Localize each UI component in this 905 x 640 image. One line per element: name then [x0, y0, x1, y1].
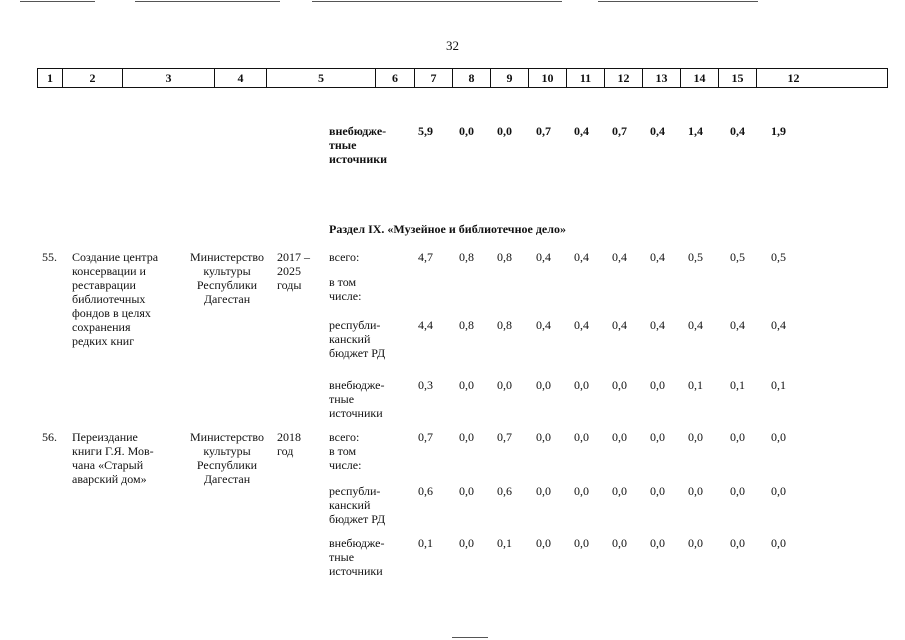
row1-line1-col-14: 0,5	[730, 250, 745, 264]
row1-line4-col-6: 0,3	[418, 378, 433, 392]
row2-line1-col-12: 0,0	[650, 430, 665, 444]
header-cell-15: 15	[719, 69, 757, 87]
row1-line1-col-12: 0,4	[650, 250, 665, 264]
row1-line1-col-6: 4,7	[418, 250, 433, 264]
top-value-col-14: 0,4	[730, 124, 745, 138]
row2-line3-col-13: 0,0	[688, 536, 703, 550]
row2-line2-col-13: 0,0	[688, 484, 703, 498]
top-value-col-15: 1,9	[771, 124, 786, 138]
row2-line1-col-8: 0,7	[497, 430, 512, 444]
row2-line3-col-10: 0,0	[574, 536, 589, 550]
row1-line4-col-15: 0,1	[771, 378, 786, 392]
row2-line3-col-11: 0,0	[612, 536, 627, 550]
row1-line3-col-12: 0,4	[650, 318, 665, 332]
funding-line-label: в том числе:	[329, 275, 362, 303]
row2-line3-col-12: 0,0	[650, 536, 665, 550]
executor: Министерство культуры Республики Дагестан	[190, 250, 264, 306]
top-value-col-7: 0,0	[459, 124, 474, 138]
row1-line3-col-11: 0,4	[612, 318, 627, 332]
top-value-col-13: 1,4	[688, 124, 703, 138]
row1-line4-col-8: 0,0	[497, 378, 512, 392]
funding-source-label: внебюдже- тные источники	[329, 124, 388, 166]
top-value-col-9: 0,7	[536, 124, 551, 138]
row2-line2-col-12: 0,0	[650, 484, 665, 498]
row2-line3-col-15: 0,0	[771, 536, 786, 550]
row1-line3-col-6: 4,4	[418, 318, 433, 332]
row1-line1-col-9: 0,4	[536, 250, 551, 264]
row2-line1-col-11: 0,0	[612, 430, 627, 444]
row1-line4-col-12: 0,0	[650, 378, 665, 392]
funding-line-label: внебюдже- тные источники	[329, 378, 385, 420]
period: 2018 год	[277, 430, 301, 458]
period: 2017 – 2025 годы	[277, 250, 310, 292]
measure-name: Переиздание книги Г.Я. Мов- чана «Старый аварский дом»	[72, 430, 154, 486]
row-number: 55.	[42, 250, 57, 264]
scan-artifact	[20, 1, 95, 2]
row1-line4-col-14: 0,1	[730, 378, 745, 392]
top-value-col-10: 0,4	[574, 124, 589, 138]
row2-line2-col-6: 0,6	[418, 484, 433, 498]
row2-line1-col-14: 0,0	[730, 430, 745, 444]
top-value-col-12: 0,4	[650, 124, 665, 138]
scan-artifact	[598, 1, 758, 2]
row2-line1-col-13: 0,0	[688, 430, 703, 444]
row2-line1-col-10: 0,0	[574, 430, 589, 444]
header-cell-10: 10	[529, 69, 567, 87]
header-cell-13: 13	[643, 69, 681, 87]
header-cell-12: 12	[605, 69, 643, 87]
row2-line3-col-8: 0,1	[497, 536, 512, 550]
scan-artifact	[135, 1, 280, 2]
header-cell-16: 12	[787, 71, 800, 85]
row1-line1-col-13: 0,5	[688, 250, 703, 264]
header-cell-14: 14	[681, 69, 719, 87]
row2-line1-col-7: 0,0	[459, 430, 474, 444]
table-header-row	[37, 68, 888, 88]
header-cell-7: 7	[415, 69, 453, 87]
header-cell-1: 1	[38, 69, 63, 87]
header-cell-11: 11	[567, 69, 605, 87]
row1-line1-col-15: 0,5	[771, 250, 786, 264]
top-value-col-8: 0,0	[497, 124, 512, 138]
row1-line1-col-7: 0,8	[459, 250, 474, 264]
page-number: 32	[446, 38, 459, 53]
header-cell-6: 6	[376, 69, 415, 87]
row1-line3-col-14: 0,4	[730, 318, 745, 332]
row2-line2-col-14: 0,0	[730, 484, 745, 498]
header-cell-3: 3	[123, 69, 215, 87]
row1-line4-col-9: 0,0	[536, 378, 551, 392]
measure-name: Создание центра консервации и реставрации библиотечных фондов в целях сохранения редких книг	[72, 250, 159, 348]
row2-line2-col-15: 0,0	[771, 484, 786, 498]
row1-line3-col-7: 0,8	[459, 318, 474, 332]
row2-line3-col-9: 0,0	[536, 536, 551, 550]
header-cell-8: 8	[453, 69, 491, 87]
header-cell-4: 4	[215, 69, 267, 87]
header-cell-5: 5	[267, 69, 376, 87]
executor: Министерство культуры Республики Дагестан	[190, 430, 264, 486]
row1-line4-col-7: 0,0	[459, 378, 474, 392]
row1-line4-col-10: 0,0	[574, 378, 589, 392]
row1-line3-col-9: 0,4	[536, 318, 551, 332]
funding-line-label: республи- канский бюджет РД	[329, 484, 386, 526]
row1-line1-col-10: 0,4	[574, 250, 589, 264]
scan-artifact	[312, 1, 562, 2]
row2-line1-col-9: 0,0	[536, 430, 551, 444]
row2-line3-col-6: 0,1	[418, 536, 433, 550]
header-cell-2: 2	[63, 69, 123, 87]
row2-line2-col-7: 0,0	[459, 484, 474, 498]
header-cell-9: 9	[491, 69, 529, 87]
row2-line3-col-14: 0,0	[730, 536, 745, 550]
row1-line3-col-8: 0,8	[497, 318, 512, 332]
row1-line3-col-15: 0,4	[771, 318, 786, 332]
row1-line1-col-11: 0,4	[612, 250, 627, 264]
row1-line4-col-13: 0,1	[688, 378, 703, 392]
row1-line3-col-10: 0,4	[574, 318, 589, 332]
row2-line1-col-15: 0,0	[771, 430, 786, 444]
funding-line-label: всего:	[329, 250, 360, 264]
row1-line4-col-11: 0,0	[612, 378, 627, 392]
funding-line-label: республи- канский бюджет РД	[329, 318, 386, 360]
row2-line3-col-7: 0,0	[459, 536, 474, 550]
funding-line-label: всего: в том числе:	[329, 430, 362, 472]
row-number: 56.	[42, 430, 57, 444]
top-value-col-6: 5,9	[418, 124, 433, 138]
row2-line2-col-8: 0,6	[497, 484, 512, 498]
funding-line-label: внебюдже- тные источники	[329, 536, 385, 578]
row1-line1-col-8: 0,8	[497, 250, 512, 264]
row2-line2-col-9: 0,0	[536, 484, 551, 498]
section-title: Раздел IX. «Музейное и библиотечное дело»	[329, 222, 566, 236]
row1-line3-col-13: 0,4	[688, 318, 703, 332]
scan-artifact	[452, 637, 488, 638]
row2-line1-col-6: 0,7	[418, 430, 433, 444]
row2-line2-col-11: 0,0	[612, 484, 627, 498]
top-value-col-11: 0,7	[612, 124, 627, 138]
row2-line2-col-10: 0,0	[574, 484, 589, 498]
